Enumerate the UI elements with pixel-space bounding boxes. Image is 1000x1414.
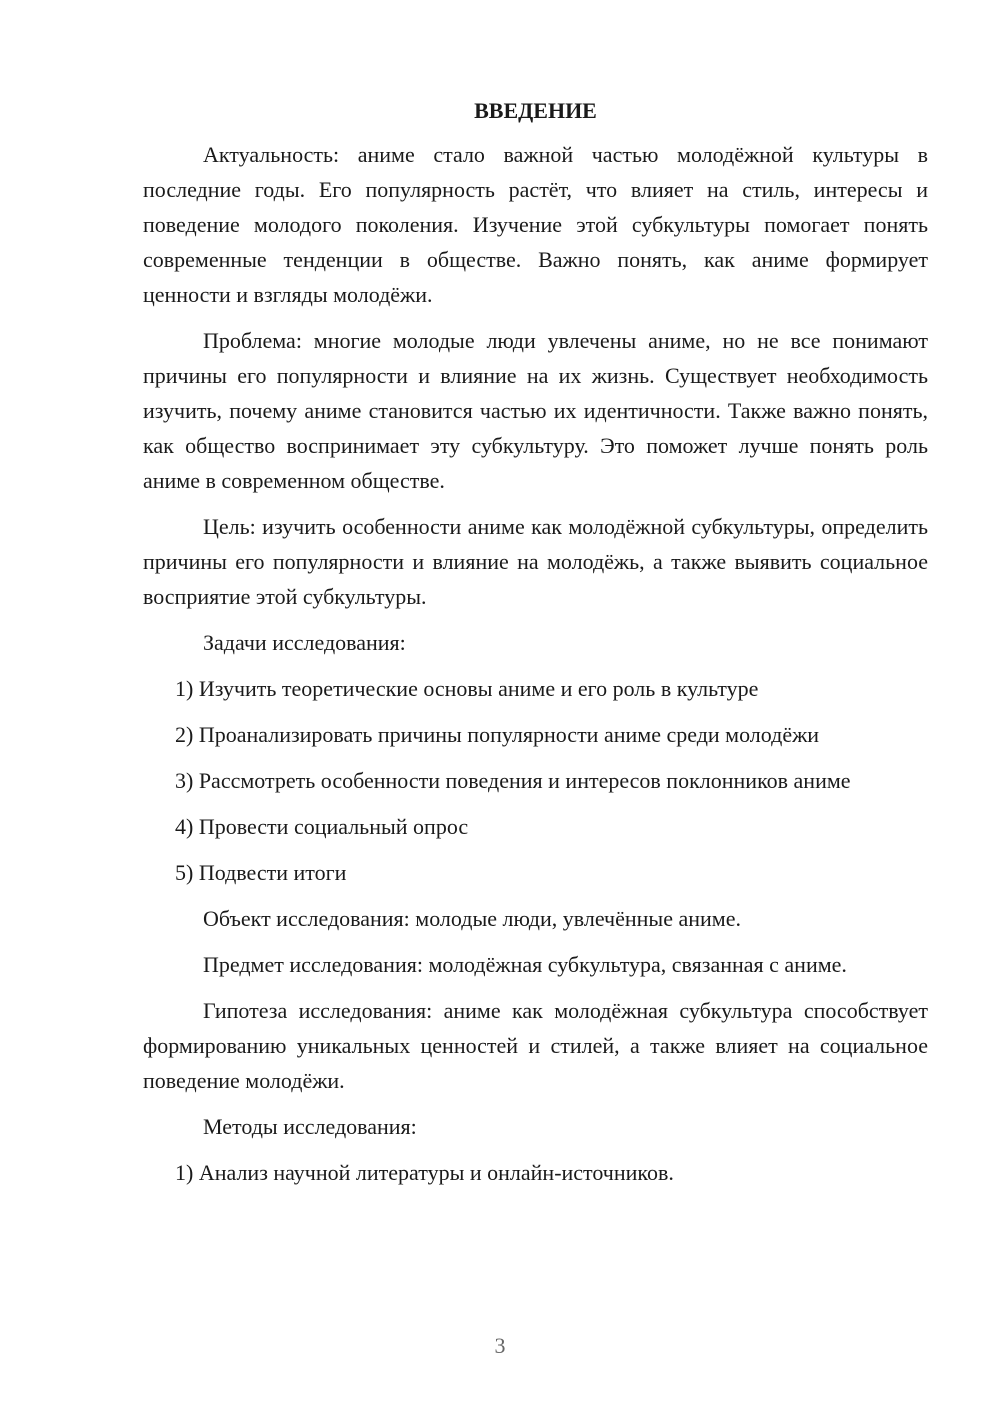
paragraph-goal: Цель: изучить особенности аниме как молодёжной субкультуры, определить причины его популярности и влияние на молодёжь, а также выявить социальное восприятие этой субкультуры.: [143, 514, 928, 609]
paragraph-problem: Проблема: многие молодые люди увлечены аниме, но не все понимают причины его популярности и влияние на их жизнь. Существует необходимость изучить, почему аниме становится частью их идентичности. Также важно понять, как общество воспринимает эту субкультуру. Это поможет лучше понять роль аниме в современном обществе.: [143, 328, 928, 493]
page-title: ВВЕДЕНИЕ: [474, 98, 597, 123]
paragraph-subject: Предмет исследования: молодёжная субкультура, связанная с аниме.: [203, 952, 847, 977]
paragraph-tasks-heading: Задачи исследования:: [203, 630, 406, 655]
paragraph-methods-heading: Методы исследования:: [203, 1114, 417, 1139]
task-item-3: 3) Рассмотреть особенности поведения и интересов поклонников аниме: [175, 768, 851, 793]
paragraph-hypothesis: Гипотеза исследования: аниме как молодёжная субкультура способствует формированию уникальных ценностей и стилей, а также влияет на социальное поведение молодёжи.: [143, 998, 928, 1093]
task-item-1: 1) Изучить теоретические основы аниме и его роль в культуре: [175, 676, 759, 701]
task-item-5: 5) Подвести итоги: [175, 860, 347, 885]
page-number: 3: [494, 1333, 506, 1358]
method-item-1: 1) Анализ научной литературы и онлайн-источников.: [175, 1160, 674, 1185]
paragraph-object: Объект исследования: молодые люди, увлечённые аниме.: [203, 906, 741, 931]
document-body: [143, 96, 928, 1201]
task-item-4: 4) Провести социальный опрос: [175, 814, 469, 839]
task-item-2: 2) Проанализировать причины популярности аниме среди молодёжи: [175, 722, 820, 747]
paragraph-relevance: Актуальность: аниме стало важной частью молодёжной культуры в последние годы. Его популярность растёт, что влияет на стиль, интересы и поведение молодого поколения. Изучение этой субкультуры помогает понять современные тенденции в обществе. Важно понять, как аниме формирует ценности и взгляды молодёжи.: [143, 142, 928, 307]
